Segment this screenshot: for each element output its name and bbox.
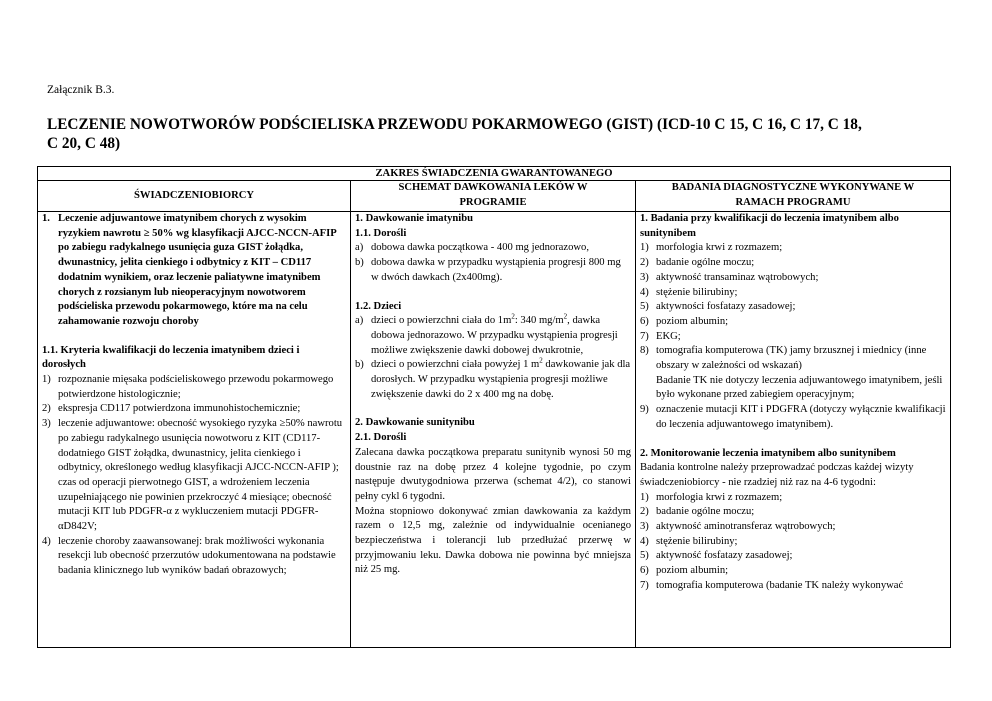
list-item [640,549,946,564]
item-number: 1) [42,374,51,386]
list-item [355,241,631,256]
item-number: 8) [640,345,649,357]
beneficiaries-cell [38,212,351,648]
item-number: b) [355,359,364,371]
item-text: Leczenie adjuwantowe imatynibem chorych z wysokim ryzykiem nawrotu ≥ 50% wg klasyfikacji AJCC-NCCN-AFIP po zabiegu radykalnego usunięcia guza GIST żołądka, dwunastnicy, jelita cienkiego i odbytnicy z KIT – CD117 dodatnim wynikiem, oraz leczenie paliatywne imatynibem chorych z rozsianym lub nieoperacyjnym nowotworem podścieliska przewodu pokarmowego, które ma na celu zahamowanie rozwoju choroby [58,213,337,327]
children-heading: 1.2. Dzieci [355,300,402,312]
list-item [640,520,946,535]
sunitinib-paragraph-2: Można stopniowo dokonywać zmian dawkowania za każdym razem o 12,5 mg, zależnie od indywidualnie ocenianego bezpieczeństwa i tolerancji lub przedłużać przerwę w przyjmowaniu leku. Dawka dobowa nie powinna być mniejsza niż 25 mg. [355,505,631,576]
text-fragment: dawkowanie jak dla dorosłych. W przypadku wystąpienia progresji możliwe zwiększenie dawki do 2 x 400 mg na dobę. [371,359,631,400]
item-text: poziom albumin; [656,565,729,577]
item-number: 7) [640,330,649,342]
item-text: ekspresja CD117 potwierdzona immunohistochemicznie; [58,403,301,415]
column-header-diagnostics [636,181,951,212]
list-item [42,373,346,402]
list-item [355,358,631,402]
list-item [42,417,346,535]
sunitinib-paragraph-1: Zalecana dawka początkowa preparatu sunitynib wynosi 50 mg doustnie raz na dobę przez 4 kolejne tygodnie, po czym następuje dwutygodniowa przerwa (schemat 4/2), co stanowi pełny cykl 6 tygodni. [355,446,631,502]
item-number: 1. [42,213,50,224]
item-text: aktywność transaminaz wątrobowych; [656,271,819,283]
text-fragment: , dawka dobowa jednorazowo. W przypadku wystąpienia progresji możliwe zwiększenie dawki dobowej dwukrotnie, [371,315,618,356]
item-text: leczenie choroby zaawansowanej: brak możliwości wykonania resekcji lub obecność przerzutów udokumentowana na podstawie badania klinicznego lub wyników badań obrazowych; [58,535,336,577]
superscript: 2 [539,356,543,365]
text-fragment: : 340 mg/m [514,315,564,327]
item-number: 1) [640,242,649,254]
item-text: leczenie adjuwantowe: obecność wysokiego ryzyka ≥50% nawrotu po zabiegu radykalnego usunięcia nowotworu z KIT (CD117- dodatniego GIST żołądka, dwunastnicy, jelita cienkiego i odbytnicy, określonego według klasyfikacji AJCC-NCCN-AFIP ); czas od operacji pierwotnego GIST, a wdrożeniem leczenia uzupełniającego nie powinien przekroczyć 4 miesiące; obecność mutacji KIT lub PDGFR-α z wykluczeniem mutacji PDGFR-αD842V; [58,418,343,533]
list-item [640,271,946,286]
item-text: rozpoznanie mięsaka podścieliskowego przewodu pokarmowego potwierdzone histologicznie; [58,374,334,400]
item-number: 3) [42,418,51,430]
item-number: 5) [640,550,649,562]
item-text: oznaczenie mutacji KIT i PDGFRA (dotyczy wyłącznie kwalifikacji do leczenia adjuwantowego imatynibem). [656,404,946,430]
list-item [640,491,946,506]
item-number: 3) [640,521,649,533]
ct-note: Badanie TK nie dotyczy leczenia adjuwantowego imatynibem, jeśli było wykonane przed zabiegiem operacyjnym; [656,374,943,401]
item-number: 7) [640,579,649,591]
item-number: 6) [640,565,649,577]
item-number: 2) [640,506,649,518]
item-number: 6) [640,315,649,327]
adults-heading: 1.1. Dorośli [355,227,407,239]
list-item [640,315,946,330]
list-item [42,535,346,579]
column-header-dosage-l2: PROGRAMIE [459,196,527,208]
list-item [640,564,946,579]
beneficiary-point-1 [42,212,346,330]
list-item [355,314,631,358]
column-header-dosage [351,181,636,212]
item-text: stężenie bilirubiny; [656,286,738,298]
monitoring-heading: 2. Monitorowanie leczenia imatynibem albo sunitynibem [640,447,896,459]
sunitinib-adults-heading: 2.1. Dorośli [355,432,407,444]
list-item [640,344,946,373]
sunitinib-dosage-heading: 2. Dawkowanie sunitynibu [355,417,475,429]
document-title [47,115,947,153]
list-item [640,286,946,301]
item-text: aktywność fosfatazy zasadowej; [656,550,793,562]
item-number: 1) [640,491,649,503]
item-number: 2) [640,257,649,269]
qualification-criteria-heading: 1.1. Kryteria kwalifikacji do leczenia imatynibem dzieci i dorosłych [42,344,300,371]
list-item [640,403,946,432]
text-fragment: dzieci o powierzchni ciała powyżej 1 m [371,359,540,371]
item-text: tomografia komputerowa (TK) jamy brzusznej i miednicy (inne obszary w zależności od wskazań) [656,345,927,372]
superscript: 2 [563,312,568,321]
item-number: a) [355,242,364,254]
diagnostics-cell [636,212,951,648]
annex-label: Załącznik B.3. [47,84,115,96]
title-line-2: C 20, C 48) [47,135,121,152]
text-fragment: dzieci o powierzchni ciała do 1m [371,315,512,327]
column-header-beneficiaries: ŚWIADCZENIOBIORCY [38,181,351,212]
qualification-tests-heading: 1. Badania przy kwalifikacji do leczenia imatynibem albo sunitynibem [640,213,899,239]
item-number: 3) [640,271,649,283]
list-item [640,535,946,550]
title-line-1: LECZENIE NOWOTWORÓW PODŚCIELISKA PRZEWODU POKARMOWEGO (GIST) (ICD-10 C 15, C 16, C 17, C 18, [47,116,862,133]
item-number: b) [355,257,364,269]
program-table [37,166,951,648]
column-header-dosage-l1: SCHEMAT DAWKOWANIA LEKÓW W [398,182,588,193]
item-text: dobowa dawka początkowa - 400 mg jednorazowo, [371,242,589,254]
item-text: poziom albumin; [656,315,729,327]
list-item [42,402,346,417]
table-header-scope: ZAKRES ŚWIADCZENIA GWARANTOWANEGO [38,167,951,181]
monitoring-paragraph: Badania kontrolne należy przeprowadzać podczas każdej wizyty świadczeniobiorcy - nie rzadziej niż raz na 4-6 tygodni: [640,462,914,488]
list-item [640,579,946,594]
dosage-cell [351,212,636,648]
item-number: 5) [640,301,649,313]
list-item [640,330,946,345]
item-text: EKG; [656,330,681,342]
list-item [640,256,946,271]
item-text: stężenie bilirubiny; [656,535,738,547]
item-text: aktywność aminotransferaz wątrobowych; [656,521,836,533]
item-text [371,314,631,358]
list-item [640,300,946,315]
item-text: tomografia komputerowa (badanie TK należy wykonywać [656,579,904,591]
item-text: morfologia krwi z rozmazem; [656,491,783,503]
list-item [640,241,946,256]
item-text: badanie ogólne moczu; [656,506,755,518]
item-text: dobowa dawka w przypadku wystąpienia progresji 800 mg w dwóch dawkach (2x400mg). [371,257,621,283]
item-text: aktywności fosfatazy zasadowej; [656,301,796,313]
item-number: 4) [42,535,51,547]
item-number: 4) [640,286,649,298]
superscript: 2 [511,312,515,321]
item-text [371,358,631,402]
column-header-diagnostics-l1: BADANIA DIAGNOSTYCZNE WYKONYWANE W [671,182,915,193]
item-number: a) [355,315,364,327]
list-item [355,256,631,285]
column-header-diagnostics-l2: RAMACH PROGRAMU [735,196,851,208]
list-item [640,505,946,520]
item-text: badanie ogólne moczu; [656,257,755,269]
item-number: 9) [640,404,649,416]
item-number: 4) [640,535,649,547]
imatinib-dosage-heading: 1. Dawkowanie imatynibu [355,213,474,224]
item-number: 2) [42,403,51,415]
item-text: morfologia krwi z rozmazem; [656,242,783,254]
